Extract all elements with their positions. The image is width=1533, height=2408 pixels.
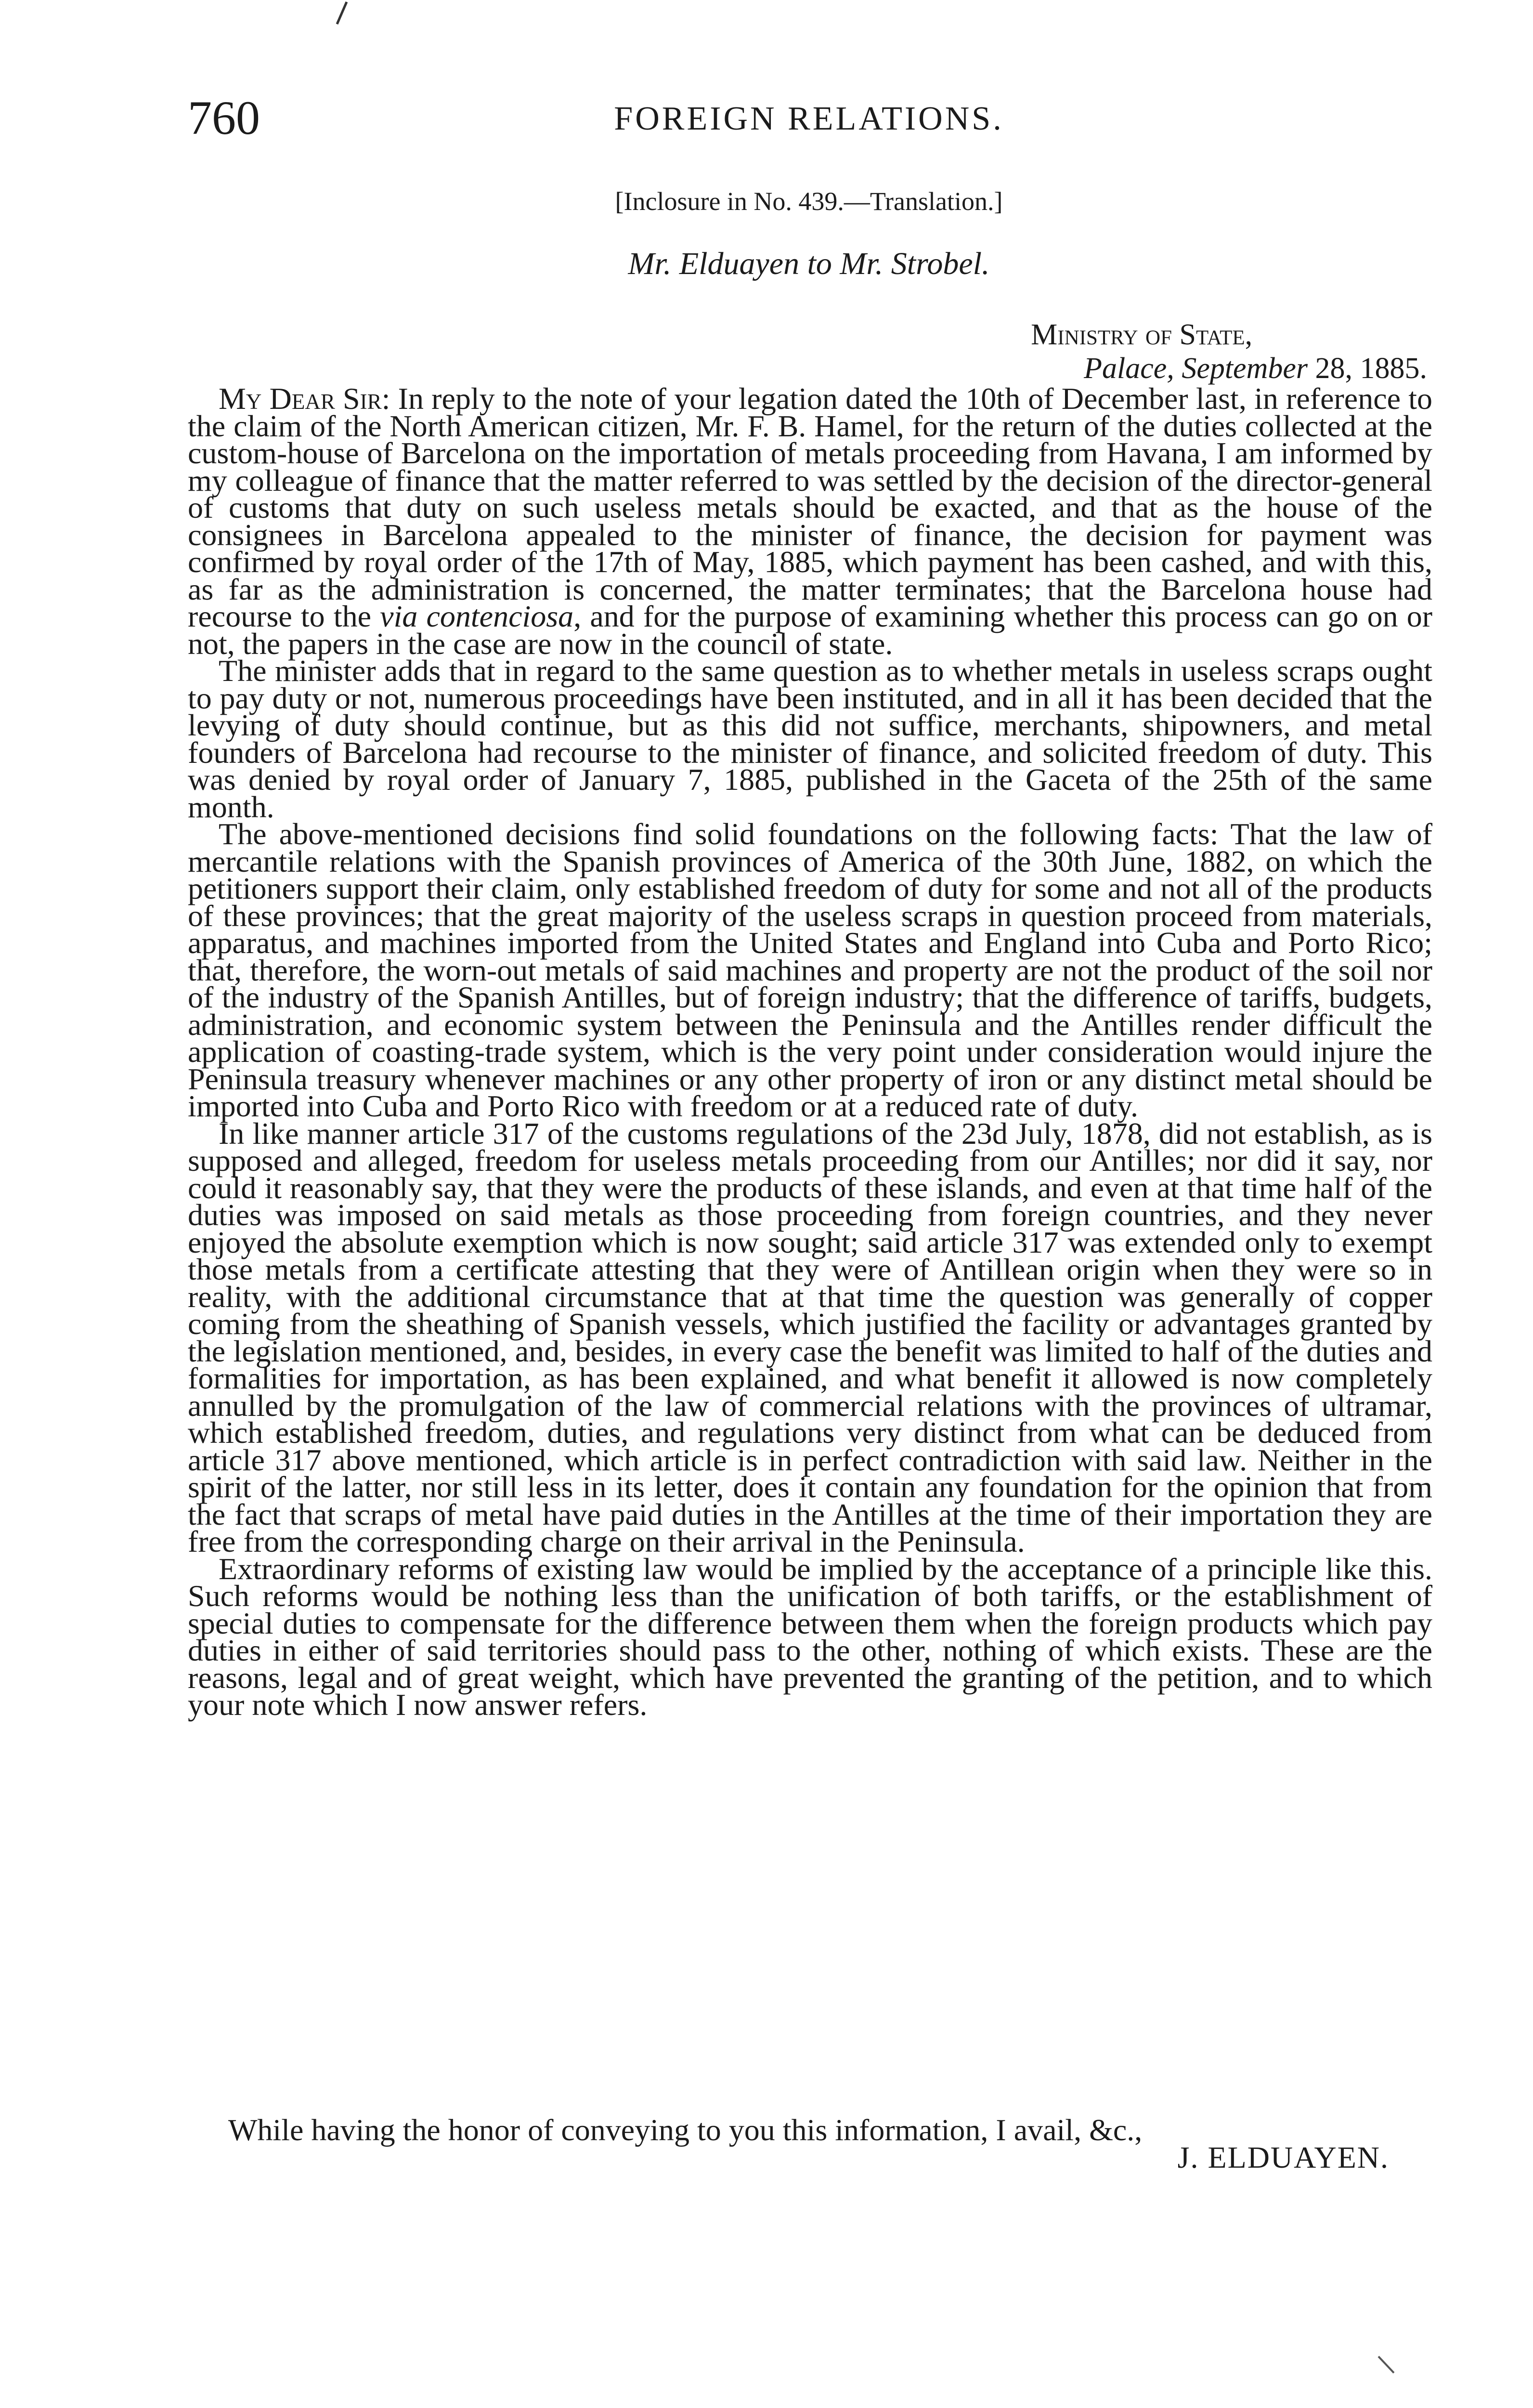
paragraph-5	[188, 1551, 1432, 1722]
page-header	[188, 92, 1430, 144]
stray-mark-icon	[1375, 2353, 1399, 2377]
salutation: My Dear Sir	[219, 381, 382, 416]
paragraph-2	[188, 654, 1432, 824]
paragraph-1-italic: via contenciosa	[380, 599, 574, 633]
letter-closing	[188, 2113, 1432, 2174]
running-head: FOREIGN RELATIONS.	[614, 100, 1004, 137]
stray-pen-mark-icon	[332, 0, 351, 29]
closing-text: While having the honor of conveying to you this information, I avail, &c.,	[228, 2113, 1143, 2147]
paragraph-2-text: The minister adds that in regard to the same question as to whether metals in useless scraps ought to pay duty or not, numerous proceedings have been instituted, and in all it has been decided that the levying of duty should continue, but as this did not suffice, merchants, shipowners, and metal founders of Barcelona had recourse to the minister of finance, and solicited freedom of duty. This was denied by royal order of January 7, 1885, published in the Gaceta of the 25th of the same month.	[188, 654, 1432, 824]
letter-body	[188, 381, 1433, 1722]
dateline	[1031, 318, 1427, 385]
dateline-rest: 28, 1885.	[1308, 352, 1427, 385]
dateline-date	[1031, 352, 1427, 385]
letter-title: Mr. Elduayen to Mr. Strobel.	[628, 246, 990, 281]
paragraph-1-text: : In reply to the note of your legation dated the 10th of December last, in reference to the claim of the North American citizen, Mr. F. B. Hamel, for the return of the duties collected at the custom-house of Barcelona on the importation of metals proceeding from Havana, I am informed by my colleague of finance that the matter referred to was settled by the decision of the director-general of customs that duty on such useless metals should be exacted, and that as the house of the consignees in Barcelona appealed to the minister of finance, the decision for payment was confirmed by royal order of the 17th of May, 1885, which payment has been cashed, and with this, as far as the administration is concerned, the matter terminates; that the Barcelona house had recourse to the	[188, 381, 1432, 633]
paragraph-3-text: The above-mentioned decisions find solid foundations on the following facts: That the law of mercantile relations with the Spanish provinces of America of the 30th June, 1882, on which the petitioners support their claim, only established freedom of duty for some and not all of the products of these provinces; that the great majority of the useless scraps in question proceed from materials, apparatus, and machines imported from the United States and England into Cuba and Porto Rico; that, therefore, the worn-out metals of said machines and property are not the product of the soil nor of the industry of the Spanish Antilles, but of foreign industry; that the difference of tariffs, budgets, administration, and economic system between the Peninsula and the Antilles render difficult the application of coasting-trade system, which is the very point under consideration would injure the Peninsula treasury whenever machines or any other property of iron or any distinct metal should be imported into Cuba and Porto Rico with freedom or at a reduced rate of duty.	[188, 817, 1432, 1123]
paragraph-5-text: Extraordinary reforms of existing law would be implied by the acceptance of a principle like this. Such reforms would be nothing less than the unification of both tariffs, or the establishment of special duties to compensate for the difference between them when the foreign products which pay duties in either of said territories should pass to the other, nothing of which exists. These are the reasons, legal and of great weight, which have prevented the granting of the petition, and to which your note which I now answer refers.	[188, 1551, 1432, 1722]
paragraph-1-end: , and for the purpose of examining whether this process can go on or not, the papers in the case are now in the council of state.	[188, 599, 1433, 661]
paragraph-3	[188, 817, 1432, 1123]
dateline-office: Ministry of State,	[1031, 318, 1253, 351]
signature: J. ELDUAYEN.	[1177, 2140, 1389, 2174]
enclosure-note: [Inclosure in No. 439.—Translation.]	[615, 187, 1003, 216]
dateline-month: September	[1182, 352, 1308, 385]
dateline-place: Palace,	[1084, 352, 1174, 385]
paragraph-4	[188, 1116, 1432, 1558]
paragraph-4-text: In like manner article 317 of the customs regulations of the 23d July, 1878, did not establish, as is supposed and alleged, freedom for useless metals proceeding from our Antilles; nor did it say, nor could it reasonably say, that they were the products of these islands, and even at that time half of the duties was imposed on said metals as those proceeding from foreign countries, and they never enjoyed the absolute exemption which is now sought; said article 317 was extended only to exempt those metals from a certificate attesting that they were of Antillean origin when they were so in reality, with the additional circumstance that at that time the question was generally of copper coming from the sheathing of Spanish vessels, which justified the facility or advantages granted by the legislation mentioned, and, besides, in every case the benefit was limited to half of the duties and formalities for importation, as has been explained, and what benefit it allowed is now completely annulled by the promulgation of the law of commercial relations with the provinces of ultramar, which established freedom, duties, and regulations very distinct from what can be deduced from article 317 above mentioned, which article is in perfect contradiction with said law. Neither in the spirit of the latter, nor still less in its letter, does it contain any foundation for the opinion that from the fact that scraps of metal have paid duties in the Antilles at the time of their importation they are free from the corresponding charge on their arrival in the Peninsula.	[188, 1116, 1432, 1558]
paragraph-1	[188, 381, 1433, 661]
page-number: 760	[188, 91, 260, 144]
